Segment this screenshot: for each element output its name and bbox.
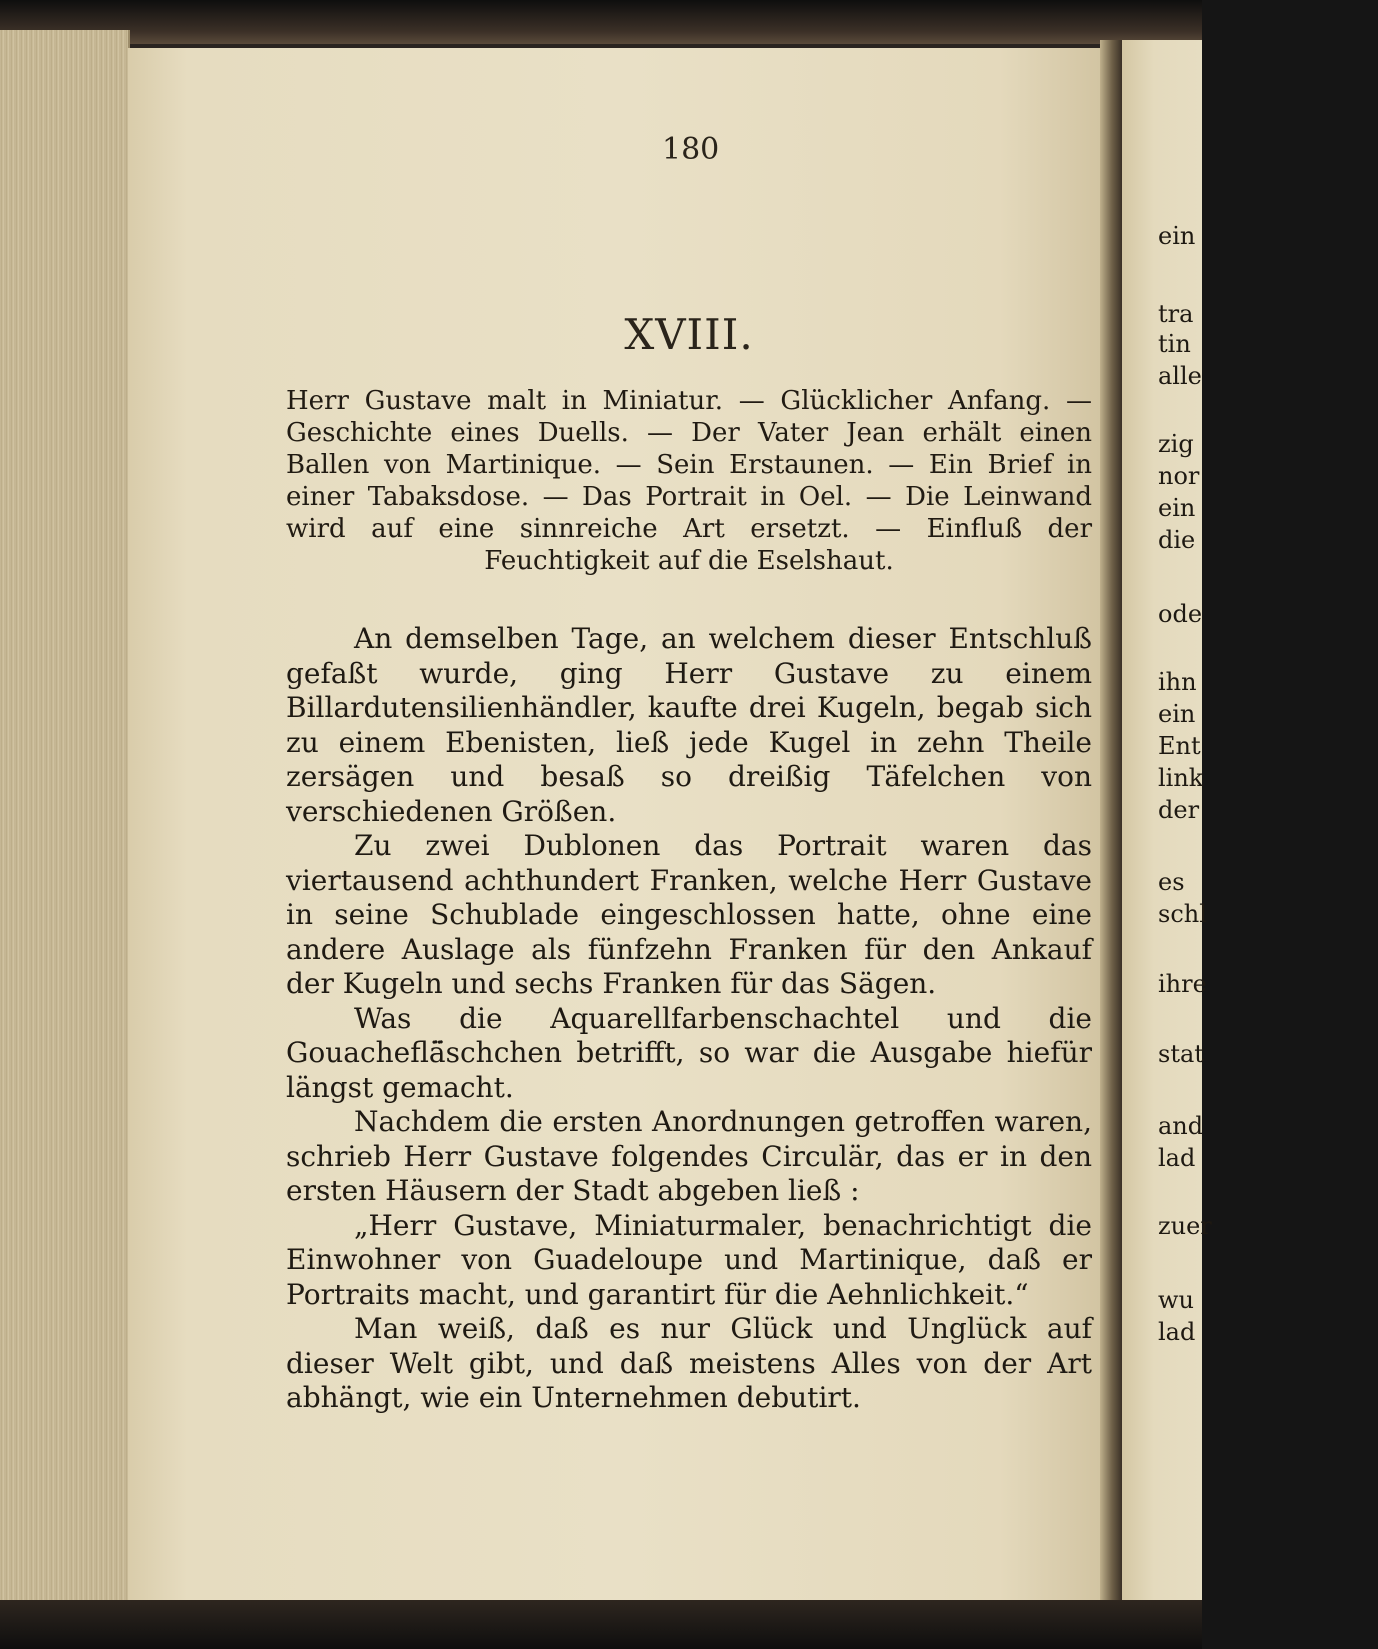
facing-page-fragment: ein — [1158, 700, 1196, 728]
facing-page-fragment: tra — [1158, 300, 1194, 328]
paragraph-6: Man weiß, daß es nur Glück und Unglück auf dieser Welt gibt, und daß meistens Alles von der Art abhängt, wie ein Unternehmen debutirt. — [286, 1312, 1092, 1414]
paragraph-3: Was die Aquarellfarbenschachtel und die Gouacheflä̈schchen betrifft, so war die Ausgabe hiefür längst gemacht. — [286, 1001, 1092, 1104]
facing-page-fragment: tin — [1158, 330, 1191, 358]
facing-page-fragment: ode — [1158, 600, 1203, 628]
page-edges — [0, 30, 130, 1620]
paragraph-4: Nachdem die ersten Anordnungen getroffen waren, schrieb Herr Gustave folgendes Circulär, das er in den ersten Häusern der Stadt abgeben ließ : — [286, 1105, 1092, 1207]
facing-page-fragment: and — [1158, 1112, 1204, 1140]
book-spine-shadow — [1100, 40, 1122, 1620]
facing-page-fragment: link — [1158, 764, 1204, 792]
facing-page-fragment: ein — [1158, 494, 1196, 522]
page-number: 180 — [662, 132, 720, 167]
facing-page-fragment: nor — [1158, 462, 1200, 490]
facing-page-fragment: stat — [1158, 1040, 1204, 1068]
book-cover-bottom — [0, 1600, 1202, 1649]
facing-page-fragment: zuer — [1158, 1212, 1212, 1240]
facing-page-fragment: zig — [1158, 430, 1194, 458]
facing-page-fragment: schl — [1158, 900, 1207, 928]
chapter-title: XVIII. — [624, 310, 754, 359]
facing-page-fragment: lad — [1158, 1144, 1196, 1172]
facing-page-fragment: die — [1158, 526, 1196, 554]
facing-page-fragment: lad — [1158, 1318, 1196, 1346]
paragraph-1: An demselben Tage, an welchem dieser Entschluß gefaßt wurde, ging Herr Gustave zu einem Billardutensilienhändler, kaufte drei Kugeln, begab sich zu einem Ebenisten, ließ jede Kugel in zehn Theile zersägen und besaß so dreißig Täfelchen von verschiedenen Größen. — [286, 622, 1092, 828]
facing-page-fragment: Ent — [1158, 732, 1201, 760]
right-page-fragment — [1122, 40, 1212, 1620]
facing-page-fragment: es — [1158, 868, 1185, 896]
facing-page-fragment: der — [1158, 796, 1200, 824]
facing-page-fragment: ein — [1158, 222, 1196, 250]
chapter-summary: Herr Gustave malt in Miniatur. — Glücklicher Anfang. — Geschichte eines Duells. — Der Vater Jean erhält einen Ballen von Martinique. — Sein Erstaunen. — Ein Brief in einer Tabaksdose. — Das Portrait in Oel. — Die Leinwand wird auf eine sinnreiche Art ersetzt. — Einfluß der Feuchtigkeit auf die Eselshaut. — [286, 386, 1092, 576]
paragraph-5: „Herr Gustave, Miniaturmaler, benachrichtigt die Einwohner von Guadeloupe und Martinique, daß er Portraits macht, und garantirt für die Aehnlichkeit.“ — [286, 1208, 1092, 1311]
facing-page-fragment: wu — [1158, 1286, 1194, 1314]
facing-page-fragment: ihn — [1158, 668, 1197, 696]
facing-page-fragment: alle — [1158, 362, 1202, 390]
book-cover-top — [0, 0, 1202, 44]
body-text — [286, 622, 1092, 1416]
paragraph-2: Zu zwei Dublonen das Portrait waren das viertausend achthundert Franken, welche Herr Gustave in seine Schublade eingeschlossen hatte, ohne eine andere Auslage als fünfzehn Franken für den Ankauf der Kugeln und sechs Franken für das Sägen. — [286, 829, 1092, 1000]
facing-page-fragment: ihre — [1158, 970, 1207, 998]
